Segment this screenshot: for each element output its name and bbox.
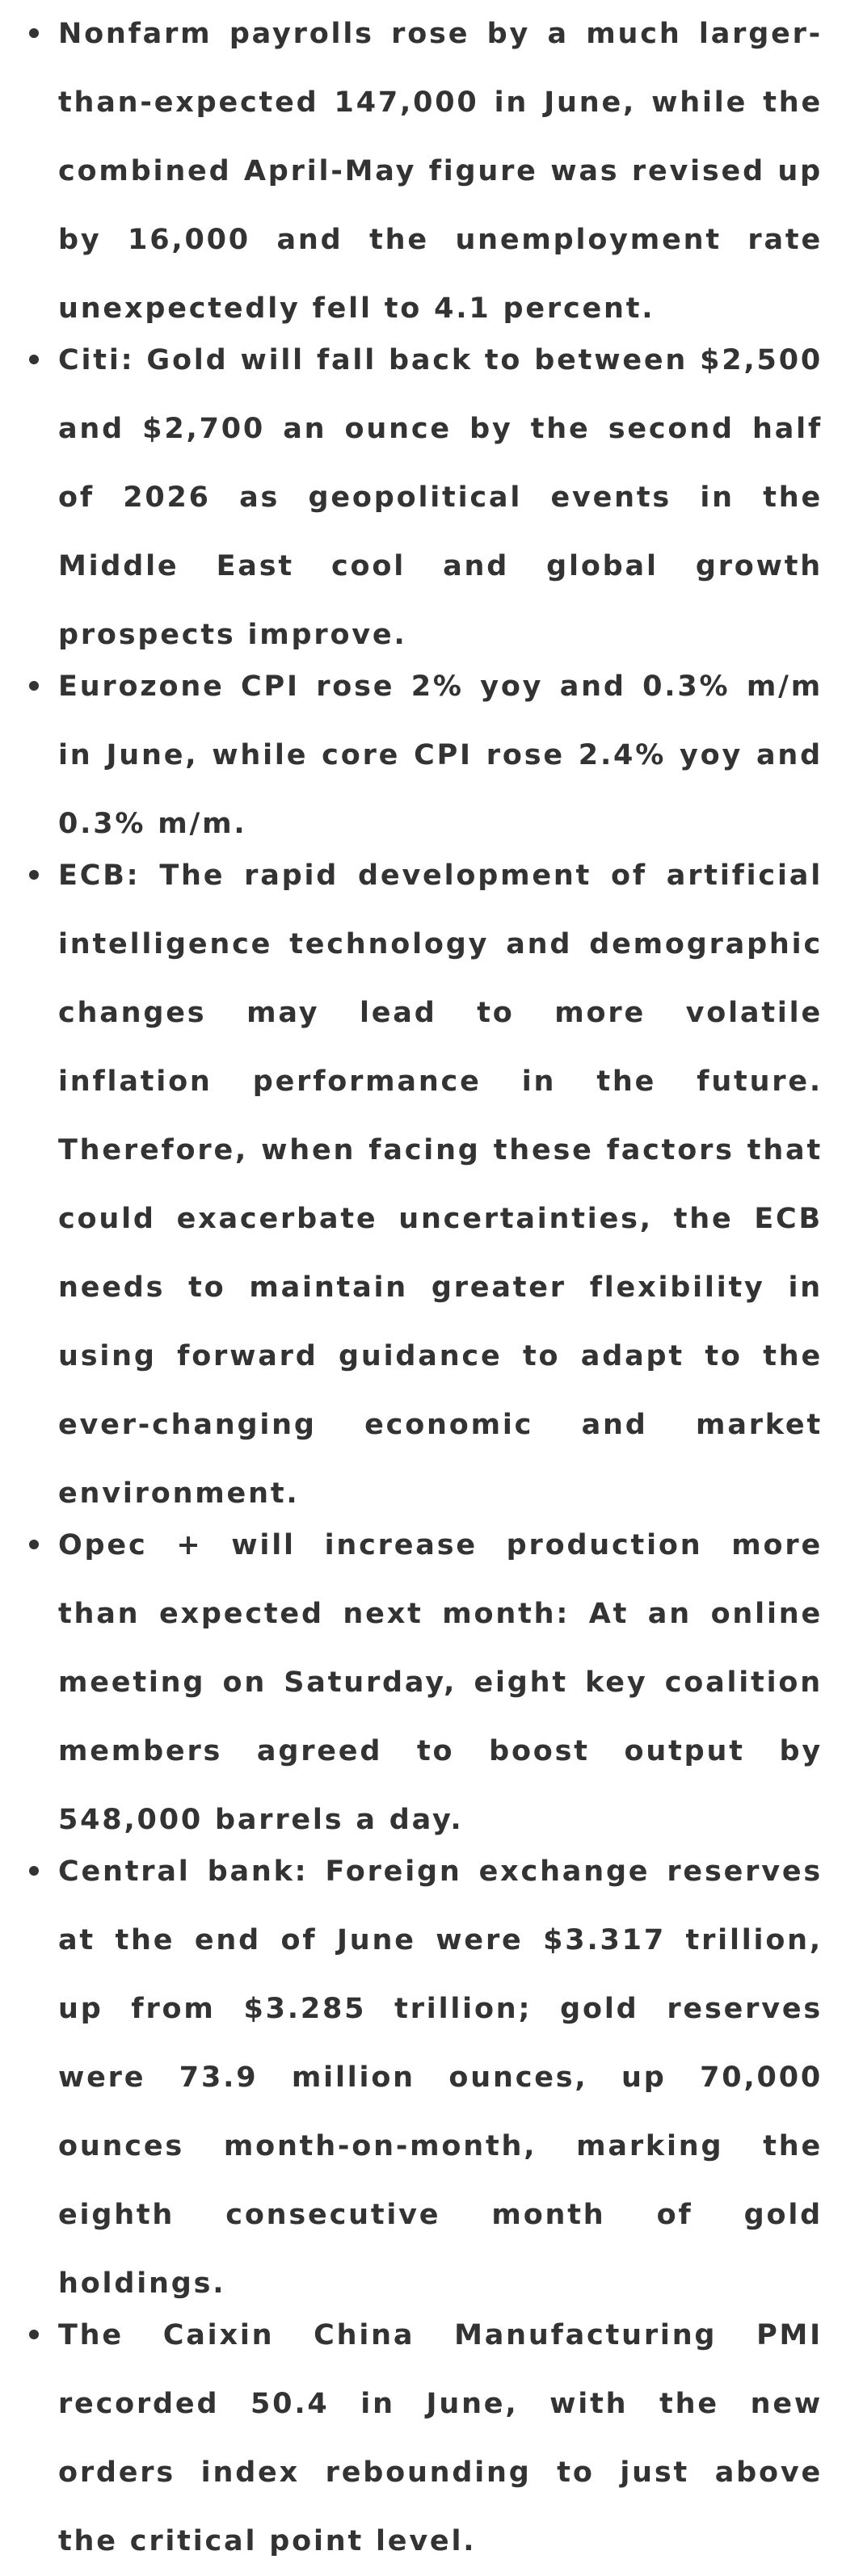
list-item <box>29 326 823 670</box>
news-item-text: ECB: The rapid development of artificial intelligence technology and demographic changes may lead to more volatile inflation performance in the future. Therefore, when facing these factors that could exacerbate uncertainties, the ECB needs to maintain greater flexibility in using forward guidance to adapt to the ever-changing economic and market environment. <box>58 859 823 1510</box>
list-item <box>29 1838 823 2318</box>
list-item <box>29 0 823 343</box>
news-item-text: Nonfarm payrolls rose by a much larger-than-expected 147,000 in June, while the combined April-May figure was revised up by 16,000 and the unemployment rate unexpectedly fell to 4.1 percent. <box>58 18 823 325</box>
news-item-text: Opec + will increase production more than expected next month: At an online meeting on Saturday, eight key coalition members agreed to boost output by 548,000 barrels a day. <box>58 1529 823 1836</box>
bullet-dot-icon <box>29 870 39 880</box>
list-item <box>29 653 823 859</box>
news-bullet-list <box>29 0 823 2576</box>
news-item-text: Citi: Gold will fall back to between $2,500 and $2,700 an ounce by the second half of 2026 as geopolitical events in the Middle East cool and global growth prospects improve. <box>58 344 823 651</box>
list-item <box>29 2301 823 2576</box>
news-item-text: Central bank: Foreign exchange reserves at the end of June were $3.317 trillion, up from $3.285 trillion; gold reserves were 73.9 million ounces, up 70,000 ounces month-on-month, marking the eighth consecutive month of gold holdings. <box>58 1855 823 2300</box>
news-item-text: Eurozone CPI rose 2% yoy and 0.3% m/m in June, while core CPI rose 2.4% yoy and 0.3% m/m. <box>58 670 823 840</box>
bullet-dot-icon <box>29 1866 39 1876</box>
bullet-dot-icon <box>29 681 39 691</box>
bullet-dot-icon <box>29 2330 39 2339</box>
bullet-dot-icon <box>29 1540 39 1549</box>
bullet-dot-icon <box>29 355 39 364</box>
list-item <box>29 1511 823 1855</box>
list-item <box>29 842 823 1528</box>
news-item-text: The Caixin China Manufacturing PMI recorded 50.4 in June, with the new orders index rebounding to just above the critical point level. <box>58 2319 823 2557</box>
bullet-dot-icon <box>29 28 39 38</box>
